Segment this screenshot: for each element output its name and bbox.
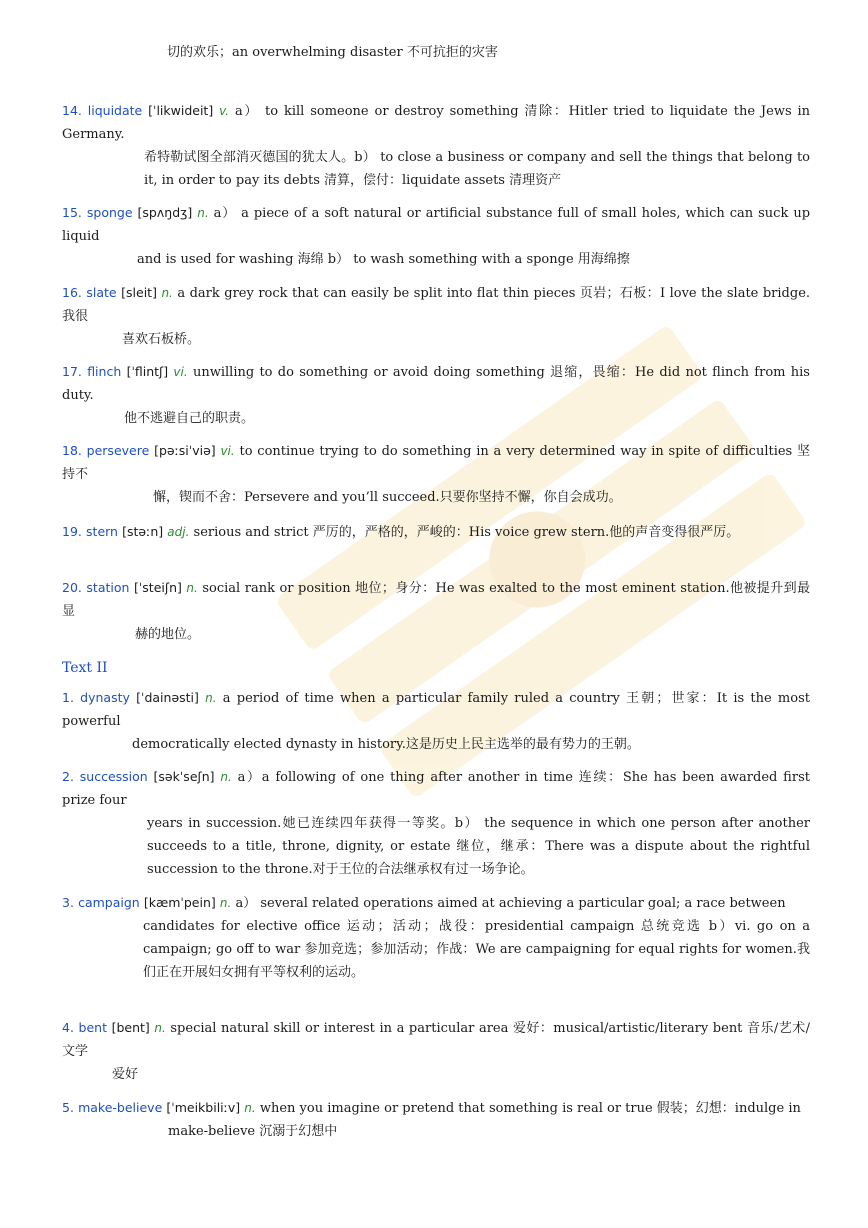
part-of-speech: vi. xyxy=(220,444,235,458)
headword: flinch xyxy=(87,364,122,379)
vocab-entry xyxy=(62,201,810,271)
vocab-entry xyxy=(62,439,810,509)
entry-number: 15. xyxy=(62,205,82,220)
pronunciation: [sleit] xyxy=(121,285,157,300)
headword: stern xyxy=(86,524,118,539)
pronunciation: [ˈflintʃ] xyxy=(126,364,169,379)
headword: persevere xyxy=(86,443,150,458)
pronunciation: [ˈsteiʃn] xyxy=(133,580,182,595)
vocab-entry xyxy=(62,1016,810,1086)
part-of-speech: n. xyxy=(154,1021,166,1035)
vocab-entry xyxy=(62,576,810,646)
vocab-entry xyxy=(62,520,810,544)
definition-first-line: a）a following of one thing after another in time 连续：She has been awarded first prize four xyxy=(62,770,810,808)
headword: liquidate xyxy=(87,103,143,118)
part-of-speech: v. xyxy=(219,104,230,118)
pronunciation: [ˈlikwideit] xyxy=(148,103,214,118)
headword: dynasty xyxy=(80,690,130,705)
entry-number: 3. xyxy=(62,895,74,910)
definition-first-line: serious and strict 严厉的，严格的，严峻的：His voice grew stern.他的声音变得很严厉。 xyxy=(193,525,740,540)
part-of-speech: vi. xyxy=(173,365,188,379)
part-of-speech: n. xyxy=(205,691,217,705)
entry-number: 14. xyxy=(62,103,82,118)
pronunciation: [səkˈseʃn] xyxy=(153,769,215,784)
entry-number: 2. xyxy=(62,769,74,784)
entry-number: 19. xyxy=(62,524,82,539)
part-of-speech: n. xyxy=(186,581,198,595)
entry-number: 20. xyxy=(62,580,82,595)
headword: succession xyxy=(79,769,148,784)
definition-continuation: candidates for elective office 运动；活动；战役：presidential campaign 总统竞选 b）vi. go on a campaign; go off to war 参加竞选；参加活动；作战：We are campaigning for equal rights for women.我们正在开展妇女拥有平等权利的运动。 xyxy=(143,919,810,980)
part-of-speech: adj. xyxy=(167,525,190,539)
headword: station xyxy=(86,580,130,595)
entry-number: 5. xyxy=(62,1100,74,1115)
headword: bent xyxy=(78,1020,107,1035)
definition-first-line: a dark grey rock that can easily be split into flat thin pieces 页岩；石板：I love the slate bridge.我很 xyxy=(62,286,811,324)
vocab-entry xyxy=(62,99,810,192)
entry-number: 1. xyxy=(62,690,74,705)
definition-continuation: 希特勒试图全部消灭德国的犹太人。b） to close a business or company and sell the things that belong to it, in order to pay its debts 清算，偿付：liquidate assets 清理资产 xyxy=(144,150,810,188)
part-of-speech: n. xyxy=(197,206,209,220)
part-of-speech: n. xyxy=(219,896,232,910)
entry-number: 18. xyxy=(62,443,82,458)
pronunciation: [bent] xyxy=(111,1020,150,1035)
definition-first-line: a period of time when a particular family ruled a country 王朝；世家：It is the most powerful xyxy=(62,691,810,729)
entry-number: 16. xyxy=(62,285,82,300)
definition-continuation: and is used for washing 海绵 b） to wash something with a sponge 用海绵擦 xyxy=(137,252,630,267)
headword: slate xyxy=(86,285,117,300)
definition-continuation: 爱好 xyxy=(112,1067,139,1082)
definition-first-line: social rank or position 地位；身分：He was exalted to the most eminent station.他被提升到最显 xyxy=(62,581,810,619)
definition-first-line: to continue trying to do something in a very determined way in spite of difficulties 坚持不 xyxy=(62,444,810,482)
pronunciation: [ˈdainəsti] xyxy=(136,690,199,705)
headword: campaign xyxy=(78,895,140,910)
vocab-entry xyxy=(62,891,810,984)
entry-number: 17. xyxy=(62,364,82,379)
part-of-speech: n. xyxy=(161,286,173,300)
pronunciation: [spʌŋdʒ] xyxy=(137,205,193,220)
definition-continuation: 喜欢石板桥。 xyxy=(122,332,201,347)
vocab-entry xyxy=(62,686,810,756)
headword: sponge xyxy=(86,205,133,220)
pronunciation: [kæmˈpein] xyxy=(143,895,216,910)
definition-continuation: democratically elected dynasty in history.这是历史上民主选举的最有势力的王朝。 xyxy=(132,737,640,752)
definition-continuation: 懈，锲而不舍：Persevere and you’ll succeed.只要你坚持不懈，你自会成功。 xyxy=(153,490,622,505)
section-heading: Text II xyxy=(62,660,108,676)
pronunciation: [pəːsiˈviə] xyxy=(154,443,216,458)
part-of-speech: n. xyxy=(244,1101,256,1115)
definition-first-line: when you imagine or pretend that something is real or true 假装；幻想：indulge in xyxy=(259,1101,801,1116)
part-of-speech: n. xyxy=(220,770,232,784)
definition-first-line: a） to kill someone or destroy something 清除：Hitler tried to liquidate the Jews in Germany. xyxy=(62,104,811,142)
pronunciation: [stəːn] xyxy=(122,524,164,539)
definition-first-line: unwilling to do something or avoid doing something 退缩，畏缩：He did not flinch from his duty. xyxy=(62,365,810,403)
definition-continuation: 赫的地位。 xyxy=(135,627,201,642)
definition-first-line: a） several related operations aimed at achieving a particular goal; a race between xyxy=(235,896,786,911)
vocab-entry xyxy=(62,281,810,351)
definition-continuation: 他不逃避自己的职责。 xyxy=(124,411,255,426)
vocab-entry xyxy=(62,765,810,881)
continuation-line: 切的欢乐；an overwhelming disaster 不可抗拒的灾害 xyxy=(167,45,498,60)
definition-first-line: a） a piece of a soft natural or artificial substance full of small holes, which can suck up liquid xyxy=(62,206,811,244)
entry-number: 4. xyxy=(62,1020,74,1035)
vocab-entry xyxy=(62,1096,810,1143)
headword: make-believe xyxy=(78,1100,163,1115)
definition-continuation: make-believe 沉溺于幻想中 xyxy=(168,1124,338,1139)
vocab-entry xyxy=(62,360,810,430)
definition-first-line: special natural skill or interest in a particular area 爱好：musical/artistic/literary bent 音乐/艺术/文学 xyxy=(62,1021,811,1059)
pronunciation: [ˈmeikbiliːv] xyxy=(166,1100,241,1115)
definition-continuation: years in succession.她已连续四年获得一等奖。b） the sequence in which one person after another succeeds to a title, throne, dignity, or estate 继位，继承：There was a dispute about the rightful succession to the throne.对于王位的合法继承权有过一场争论。 xyxy=(147,816,810,877)
